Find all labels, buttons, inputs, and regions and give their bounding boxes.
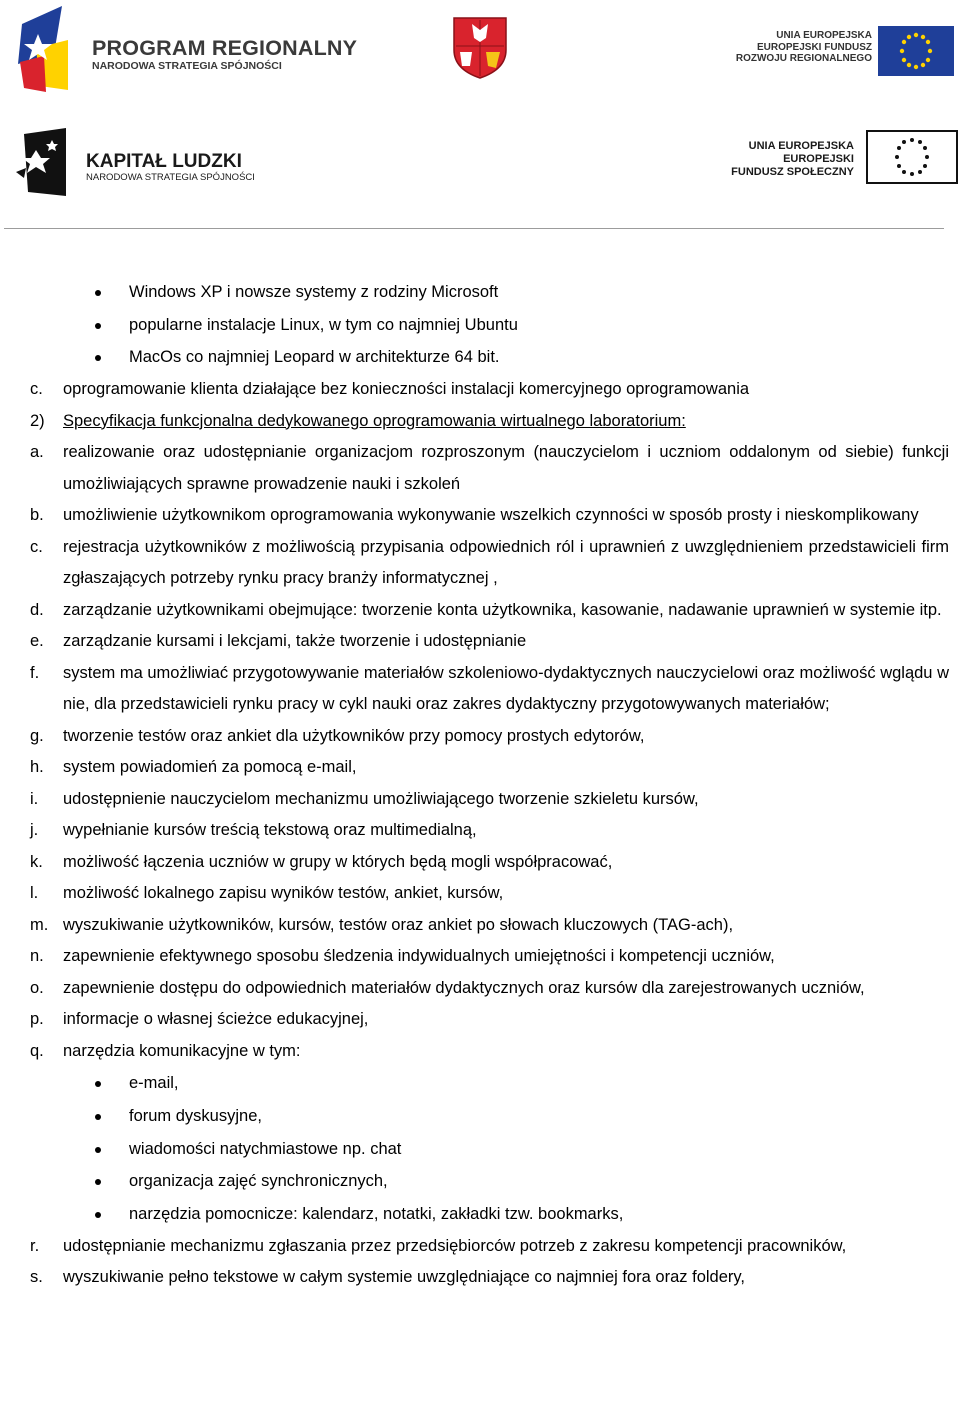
section-heading: 2) Specyfikacja funkcjonalna dedykowanego oprogramowania wirtualnego laboratorium:: [30, 411, 686, 430]
voivodeship-crest: [452, 16, 508, 80]
bullet-item: MacOs co najmniej Leopard w architekturze 64 bit.: [0, 341, 960, 374]
header-divider: [4, 228, 944, 229]
bullet-icon: [95, 1081, 101, 1087]
list-item: a. realizowanie oraz udostępnianie organizacjom rozproszonym (nauczycielom i uczniom oddalonym od siebie) funkcji umożliwiających sprawne prowadzenie nauki i szkoleń: [30, 443, 949, 493]
bullet-icon: [95, 1212, 101, 1218]
bullet-item: organizacja zajęć synchronicznych,: [0, 1165, 960, 1198]
eu-erdf-line3: ROZWOJU REGIONALNEGO: [735, 53, 872, 64]
list-item: s. wyszukiwanie pełno tekstowe w całym systemie uwzględniające co najmniej fora oraz foldery,: [30, 1268, 745, 1287]
kapital-ludzki-logo: [14, 128, 274, 198]
kapital-ludzki-subtitle: NARODOWA STRATEGIA SPÓJNOŚCI: [86, 172, 255, 183]
bullet-icon: [95, 1147, 101, 1153]
list-item: n. zapewnienie efektywnego sposobu śledzenia indywidualnych umiejętności i kompetencji uczniów,: [30, 947, 775, 966]
eu-esf-logo: [728, 128, 960, 188]
eu-esf-line2: EUROPEJSKI: [783, 153, 854, 165]
eu-erdf-logo: [735, 26, 954, 76]
bullet-item: forum dyskusyjne,: [0, 1100, 960, 1133]
list-item: o. zapewnienie dostępu do odpowiednich materiałów dydaktycznych oraz kursów dla zarejestrowanych uczniów,: [30, 978, 865, 997]
bullet-item: Windows XP i nowsze systemy z rodziny Microsoft: [0, 276, 960, 309]
bullet-item: e-mail,: [0, 1067, 960, 1100]
bullet-item: narzędzia pomocnicze: kalendarz, notatki, zakładki tzw. bookmarks,: [0, 1198, 960, 1231]
eu-esf-line3: FUNDUSZ SPOŁECZNY: [731, 166, 854, 178]
bullet-item: popularne instalacje Linux, w tym co najmniej Ubuntu: [0, 309, 960, 342]
list-item: e. zarządzanie kursami i lekcjami, także tworzenie i udostępnianie: [30, 632, 527, 651]
program-regionalny-subtitle: NARODOWA STRATEGIA SPÓJNOŚCI: [92, 60, 282, 72]
kapital-ludzki-title: KAPITAŁ LUDZKI: [86, 151, 242, 172]
list-item: i. udostępnienie nauczycielom mechanizmu umożliwiającego tworzenie szkieletu kursów,: [30, 789, 699, 808]
program-regionalny-emblem-icon: [18, 4, 78, 94]
list-item: k. możliwość łączenia uczniów w grupy w których będą mogli współpracować,: [30, 852, 613, 871]
list-item: b. umożliwienie użytkownikom oprogramowania wykonywanie wszelkich czynności w sposób prosty i nieskomplikowany: [30, 506, 919, 525]
list-item: r. udostępnianie mechanizmu zgłaszania przez przedsiębiorców potrzeb z zakresu kompetencji pracowników,: [30, 1236, 847, 1255]
program-regionalny-logo: [18, 4, 358, 96]
bullet-icon: [95, 1179, 101, 1185]
bullet-icon: [95, 290, 101, 296]
list-item: c. rejestracja użytkowników z możliwością przypisania odpowiednich ról i uprawnień z uwzględnieniem przedstawicieli firm zgłaszających potrzeby rynku pracy branży informatycznej ,: [30, 537, 949, 588]
list-item: c. oprogramowanie klienta działające bez konieczności instalacji komercyjnego oprogramowania: [30, 380, 750, 399]
list-item: m. wyszukiwanie użytkowników, kursów, testów oraz ankiet po słowach kluczowych (TAG-ach),: [30, 915, 734, 934]
program-regionalny-title: PROGRAM REGIONALNY: [92, 36, 358, 60]
bullet-icon: [95, 323, 101, 329]
specification-document: [0, 276, 960, 1294]
list-item: j. wypełnianie kursów treścią tekstową oraz multimedialną,: [30, 821, 477, 840]
list-item: q. narzędzia komunikacyjne w tym:: [30, 1041, 301, 1060]
eu-flag-icon: [878, 26, 954, 76]
eu-esf-line1: UNIA EUROPEJSKA: [748, 140, 854, 152]
bullet-icon: [95, 355, 101, 361]
eu-erdf-line1: UNIA EUROPEJSKA: [776, 30, 872, 41]
list-item: g. tworzenie testów oraz ankiet dla użytkowników przy pomocy prostych edytorów,: [30, 726, 645, 745]
list-item: l. możliwość lokalnego zapisu wyników testów, ankiet, kursów,: [30, 884, 504, 903]
bullet-item: wiadomości natychmiastowe np. chat: [0, 1133, 960, 1166]
list-item: h. system powiadomień za pomocą e-mail,: [30, 758, 357, 777]
list-item: f. system ma umożliwiać przygotowywanie materiałów szkoleniowo-dydaktycznych nauczycielowi oraz możliwość wglądu w nie, dla przedstawicieli rynku pracy w cykl nauki oraz zakres dydaktyczny przygotowywanych materiałów;: [30, 663, 949, 714]
bullet-icon: [95, 1114, 101, 1120]
coat-of-arms-icon: [452, 16, 508, 80]
list-item: p. informacje o własnej ścieżce edukacyjnej,: [30, 1010, 369, 1029]
eu-flag-outline-icon: [866, 130, 958, 184]
list-item: d. zarządzanie użytkownikami obejmujące: tworzenie konta użytkownika, kasowanie, nadawanie uprawnień w systemie itp.: [30, 600, 942, 619]
eu-erdf-line2: EUROPEJSKI FUNDUSZ: [756, 41, 872, 53]
kapital-ludzki-emblem-icon: [14, 128, 70, 198]
